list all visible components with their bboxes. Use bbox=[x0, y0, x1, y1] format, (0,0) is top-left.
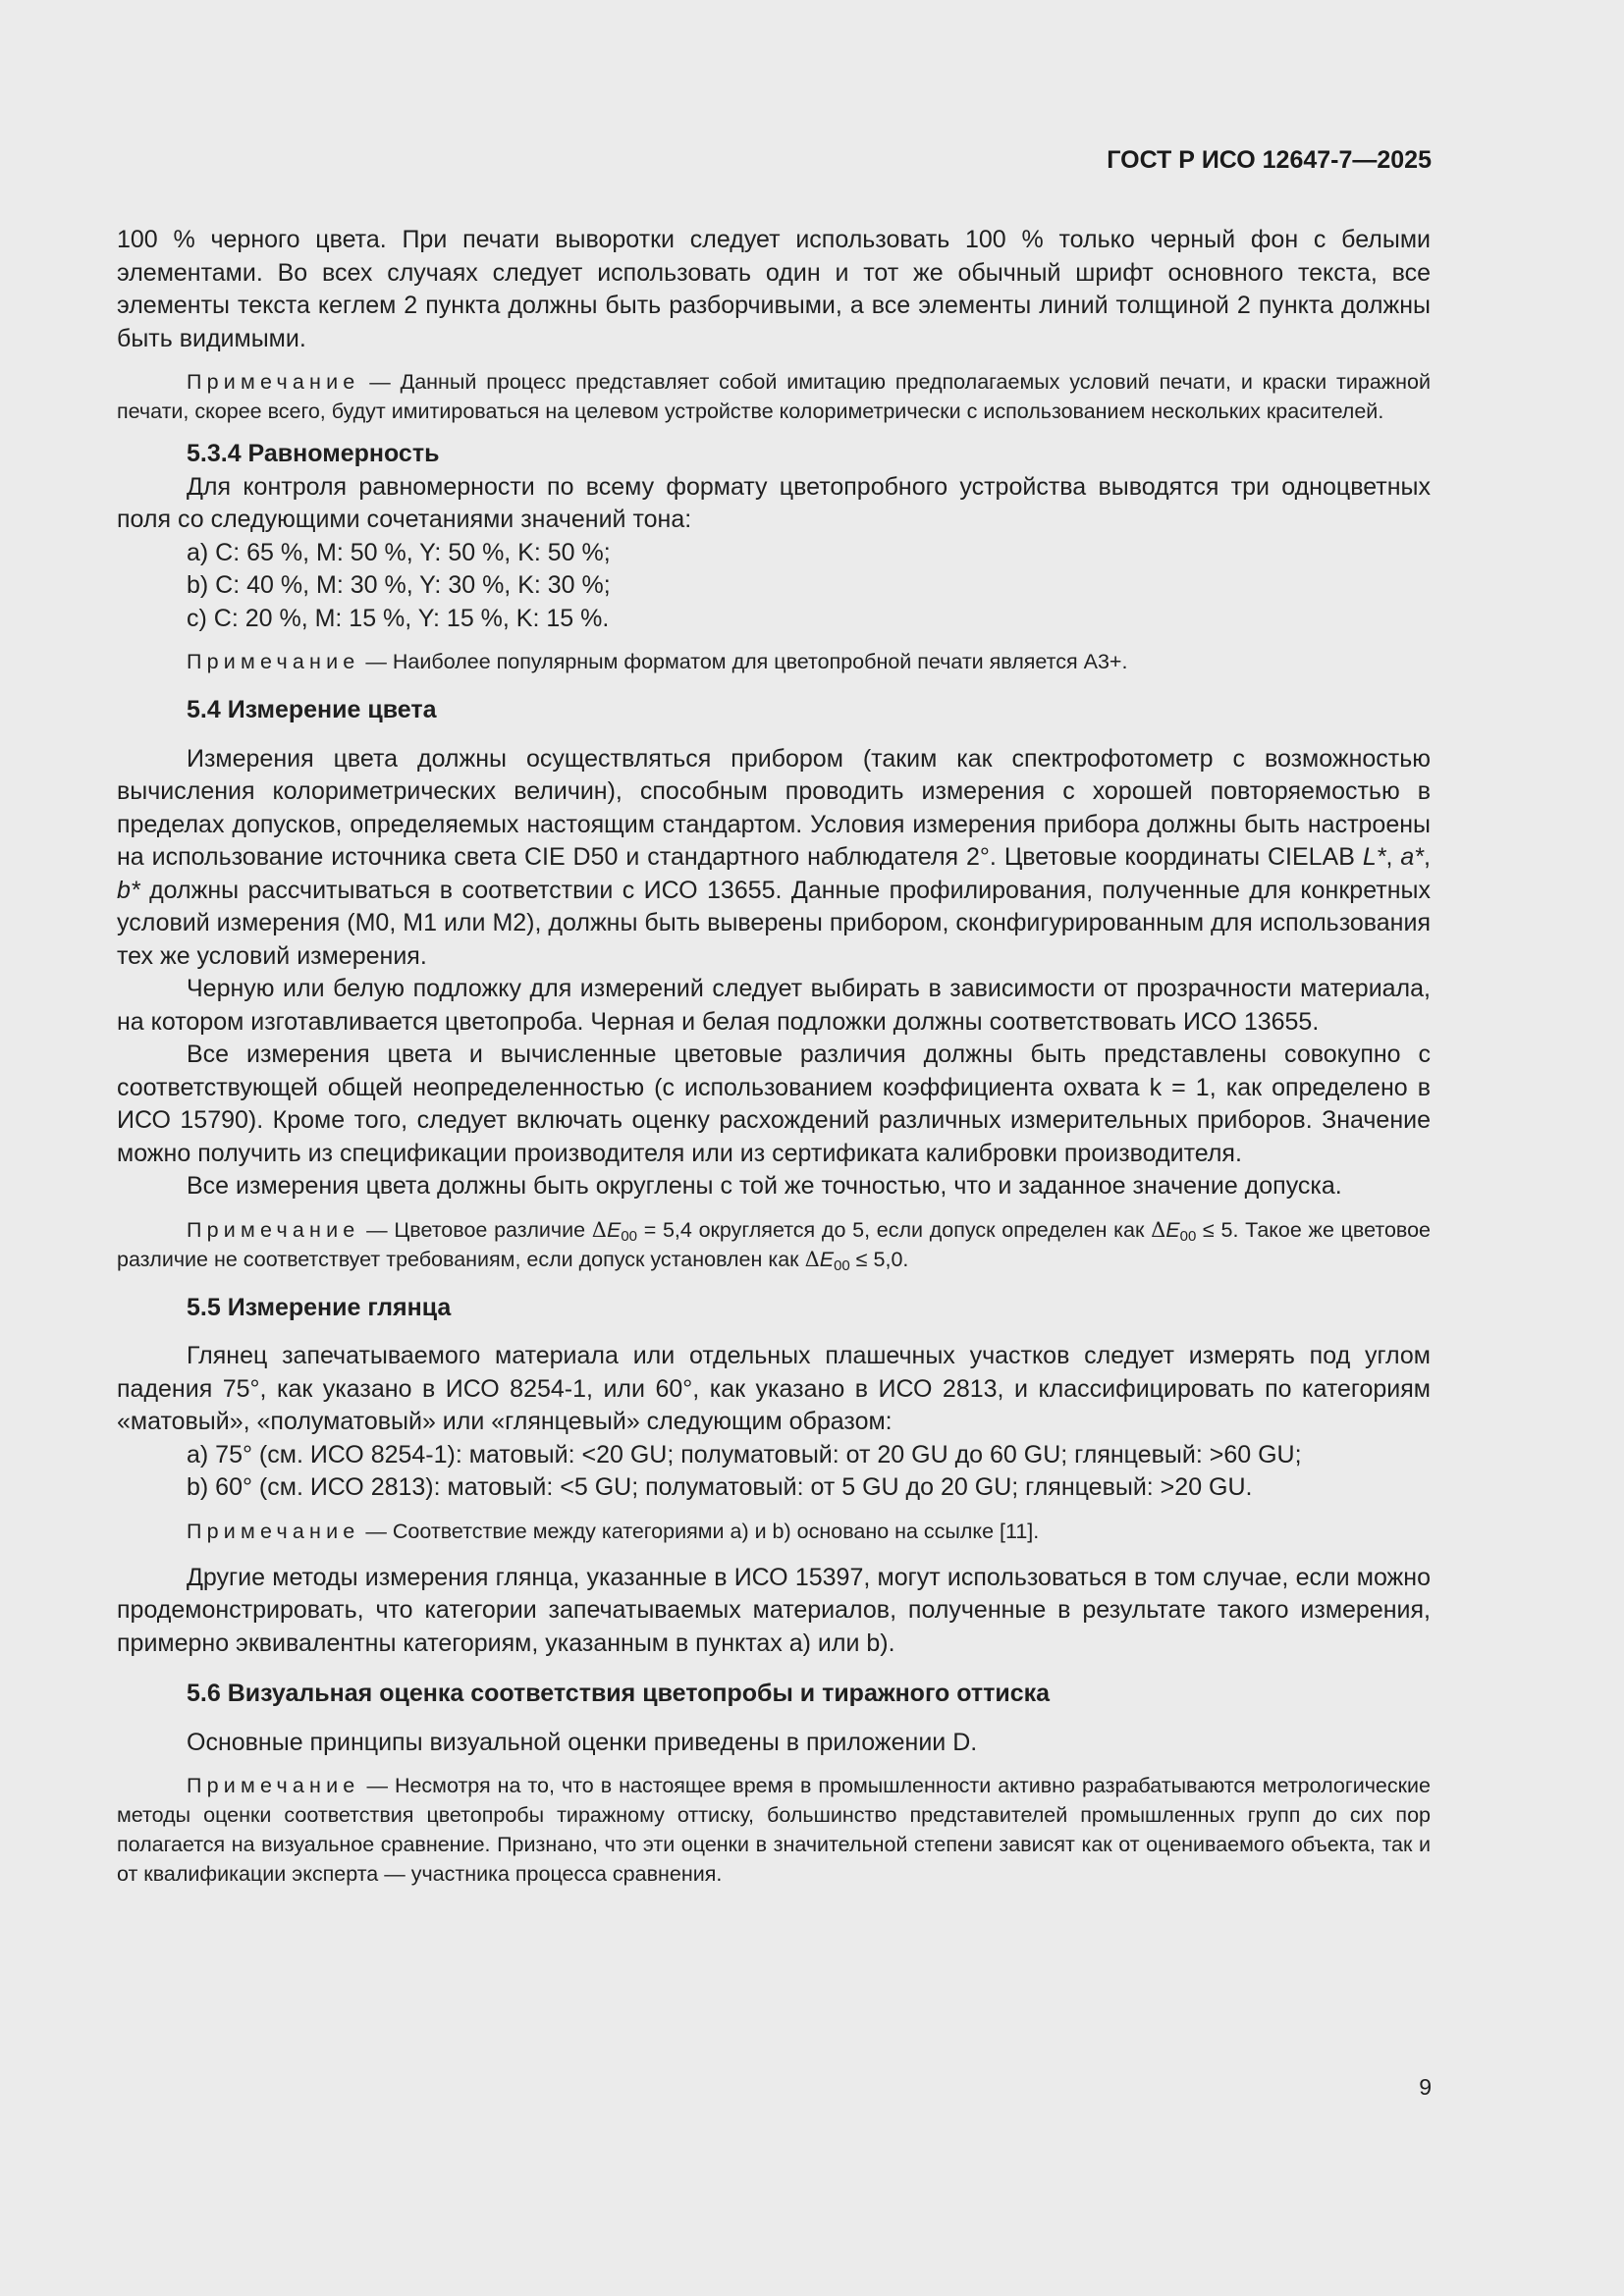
note-3-text-2: = 5,4 округляется до 5, если допуск определен как bbox=[637, 1217, 1152, 1242]
list-item-5-5-b: b) 60° (см. ИСО 2813): матовый: <5 GU; полуматовый: от 5 GU до 20 GU; глянцевый: >20 GU. bbox=[187, 1473, 1253, 1501]
note-label: Примечание bbox=[187, 1519, 360, 1543]
note-3-text-4: ≤ 5,0. bbox=[849, 1247, 909, 1271]
paragraph-5-4-2: Черную или белую подложку для измерений следует выбирать в зависимости от прозрачности материала, на котором изготавливается цветопроба. Черная и белая подложки должны соответствовать ИСО 13655. bbox=[117, 975, 1431, 1036]
note-3 bbox=[117, 1215, 1431, 1274]
list-item-5-3-4-b: b) C: 40 %, M: 30 %, Y: 30 %, K: 30 %; bbox=[187, 571, 611, 599]
note-5 bbox=[117, 1771, 1431, 1889]
note-2-text: Наиболее популярным форматом для цветопробной печати является A3+. bbox=[392, 650, 1128, 673]
note-label: Примечание bbox=[187, 1774, 360, 1797]
note-dash: — bbox=[359, 1519, 393, 1543]
note-2 bbox=[117, 647, 1431, 676]
paragraph-5-4-1-part-b: должны рассчитываться в соответствии с ИСО 13655. Данные профилирования, полученные для конкретных условий измерения (M0, M1 или M2), должны быть выверены прибором, сконфигурированным для использования тех же условий измерения. bbox=[117, 876, 1431, 970]
paragraph-5-4-4: Все измерения цвета должны быть округлены с той же точностью, что и заданное значение допуска. bbox=[187, 1172, 1342, 1200]
heading-5-6: 5.6 Визуальная оценка соответствия цветопробы и тиражного оттиска bbox=[187, 1680, 1051, 1707]
separator: , bbox=[1424, 843, 1431, 871]
paragraph-5-4-1-part-a: Измерения цвета должны осуществляться прибором (таким как спектрофотометр с возможностью вычисления колориметрических величин), способным проводить измерения с хорошей повторяемостью в пределах допусков, определяемых настоящим стандартом. Условия измерения прибора должны быть настроены на использование источника света CIE D50 и стандартного наблюдателя 2°. Цветовые координаты CIELAB bbox=[117, 744, 1431, 871]
note-1-text: Данный процесс представляет собой имитацию предполагаемых условий печати, и краски тиражной печати, скорее всего, будут имитироваться на целевом устройстве колориметрически с использованием нескольких красителей. bbox=[117, 370, 1431, 423]
note-dash: — bbox=[359, 650, 393, 673]
note-5-text: Несмотря на то, что в настоящее время в промышленности активно разрабатываются метрологические методы оценки соответствия цветопробы тиражному оттиску, большинство представителей промышленных групп до сих пор полагается на визуальное сравнение. Признано, что эти оценки в значительной степени зависят как от оцениваемого объекта, так и от квалификации эксперта — участника процесса сравнения. bbox=[117, 1774, 1431, 1886]
heading-5-3-4: 5.3.4 Равномерность bbox=[187, 440, 440, 467]
separator: , bbox=[1385, 843, 1401, 871]
e-symbol: E bbox=[819, 1247, 835, 1271]
note-4-text: Соответствие между категориями a) и b) основано на ссылке [11]. bbox=[392, 1519, 1040, 1543]
subscript-00: 00 bbox=[834, 1256, 850, 1274]
delta-symbol: Δ bbox=[804, 1247, 820, 1271]
paragraph-intro: 100 % черного цвета. При печати выворотки следует использовать 100 % только черный фон с белыми элементами. Во всех случаях следует использовать один и тот же обычный шрифт основного текста, все элементы текста кеглем 2 пункта должны быть разборчивыми, а все элементы линий толщиной 2 пункта должны быть видимыми. bbox=[117, 226, 1431, 352]
paragraph-5-4-1 bbox=[117, 743, 1431, 974]
note-dash: — bbox=[359, 1217, 395, 1242]
paragraph-5-6: Основные принципы визуальной оценки приведены в приложении D. bbox=[187, 1728, 978, 1756]
l-star: L* bbox=[1362, 843, 1386, 871]
e-symbol: E bbox=[606, 1217, 622, 1242]
note-3-text-3: ≤ 5. Такое же цветовое различие не соответствует требованиям, если допуск установлен как bbox=[117, 1217, 1432, 1271]
paragraph-5-3-4: Для контроля равномерности по всему формату цветопробного устройства выводятся три одноцветных поля со следующими сочетаниями значений тона: bbox=[117, 472, 1431, 533]
note-label: Примечание bbox=[187, 370, 360, 394]
subscript-00: 00 bbox=[621, 1227, 637, 1245]
heading-5-4: 5.4 Измерение цвета bbox=[187, 696, 437, 723]
page-number: 9 bbox=[1419, 2074, 1432, 2100]
heading-5-5: 5.5 Измерение глянца bbox=[187, 1293, 452, 1321]
delta-symbol: Δ bbox=[591, 1217, 607, 1242]
note-3-text-1: Цветовое различие bbox=[394, 1217, 592, 1242]
document-header: ГОСТ Р ИСО 12647-7—2025 bbox=[1107, 146, 1432, 174]
note-1 bbox=[117, 367, 1431, 426]
note-4 bbox=[117, 1517, 1431, 1546]
paragraph-5-5-2: Другие методы измерения глянца, указанные в ИСО 15397, могут использоваться в том случае, если можно продемонстрировать, что категории запечатываемых материалов, полученные в результате такого измерения, примерно эквивалентны категориям, указанным в пунктах a) или b). bbox=[117, 1563, 1431, 1657]
paragraph-5-5-1: Глянец запечатываемого материала или отдельных плашечных участков следует измерять под углом падения 75°, как указано в ИСО 8254-1, или 60°, как указано в ИСО 2813, и классифицировать по категориям «матовый», «полуматовый» или «глянцевый» следующим образом: bbox=[117, 1342, 1431, 1435]
document-body bbox=[117, 224, 1431, 1889]
paragraph-5-4-3: Все измерения цвета и вычисленные цветовые различия должны быть представлены совокупно с соответствующей общей неопределенностью (с использованием коэффициента охвата k = 1, как определено в ИСО 15790). Кроме того, следует включать оценку расхождений различных измерительных приборов. Значение можно получить из спецификации производителя или из сертификата калибровки производителя. bbox=[117, 1041, 1431, 1167]
note-label: Примечание bbox=[187, 650, 360, 673]
note-dash: — bbox=[359, 370, 401, 394]
list-item-5-3-4-a: a) C: 65 %, M: 50 %, Y: 50 %, K: 50 %; bbox=[187, 538, 611, 566]
b-star: b* bbox=[117, 876, 140, 904]
note-label: Примечание bbox=[187, 1217, 360, 1242]
list-item-5-3-4-c: c) C: 20 %, M: 15 %, Y: 15 %, K: 15 %. bbox=[187, 604, 610, 632]
e-symbol: E bbox=[1165, 1217, 1180, 1242]
a-star: a* bbox=[1400, 843, 1425, 871]
note-dash: — bbox=[359, 1774, 395, 1797]
delta-symbol: Δ bbox=[1151, 1217, 1166, 1242]
subscript-00: 00 bbox=[1179, 1227, 1197, 1245]
list-item-5-5-a: a) 75° (см. ИСО 8254-1): матовый: <20 GU; полуматовый: от 20 GU до 60 GU; глянцевый: >60 GU; bbox=[187, 1440, 1302, 1468]
